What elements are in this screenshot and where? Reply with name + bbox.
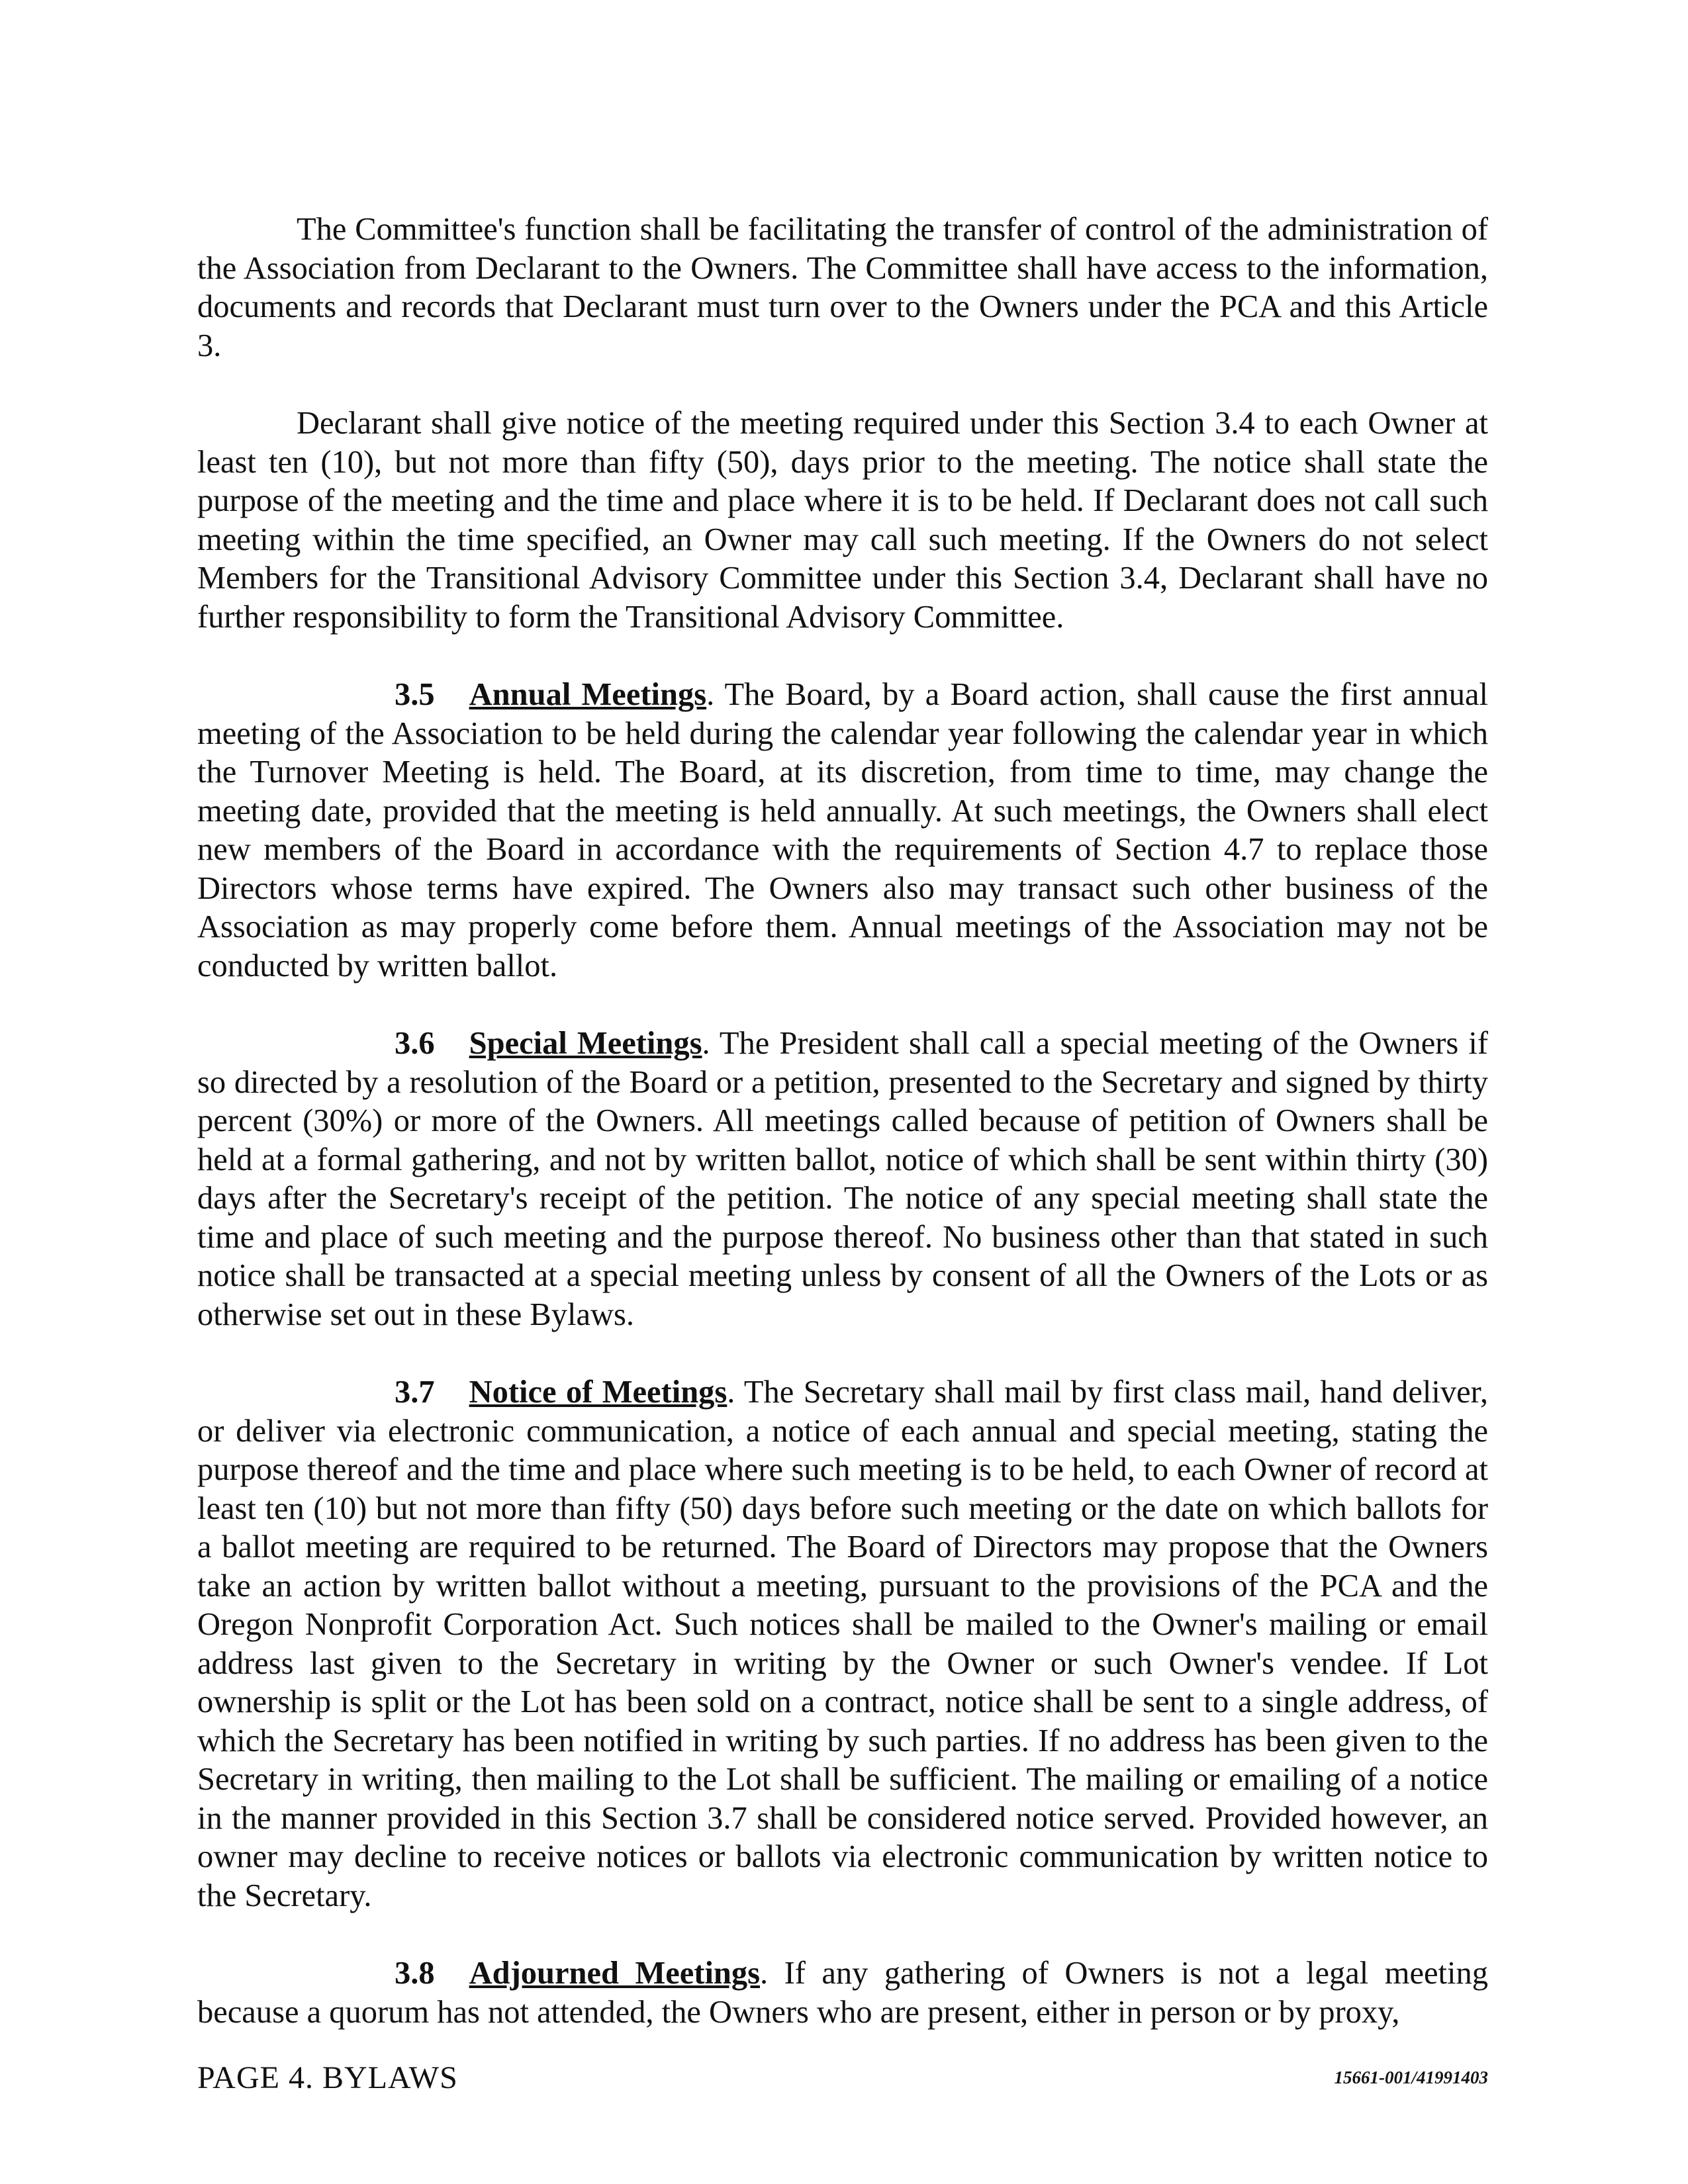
section-3-7 [197,1373,1488,1915]
footer-page-label: PAGE 4. BYLAWS [197,2060,458,2095]
section-number: 3.7 [395,1375,435,1410]
section-3-6 [197,1024,1488,1334]
section-3-8 [197,1954,1488,2032]
section-title: Adjourned Meetings [469,1956,761,1991]
section-title: Notice of Meetings [469,1375,727,1410]
paragraph-declarant-notice: Declarant shall give notice of the meeting required under this Section 3.4 to each Owner at least ten (10), but not more than fifty (50), days prior to the meeting. The notice shall state the purpose of the meeting and the time and place where it is to be held. If Declarant does not call such meeting within the time specified, an Owner may call such meeting. If the Owners do not select Members for the Transitional Advisory Committee under this Section 3.4, Declarant shall have no further responsibility to form the Transitional Advisory Committee. [197,406,1488,635]
section-title: Annual Meetings [469,677,707,712]
section-number: 3.6 [395,1026,435,1061]
section-text: . The Secretary shall mail by first class mail, hand deliver, or deliver via electronic communication, a notice of each annual and special meeting, stating the purpose thereof and the time and place where such meeting is to be held, to each Owner of record at least ten (10) but not more than fifty (50) days before such meeting or the date on which ballots for a ballot meeting are required to be returned. The Board of Directors may propose that the Owners take an action by written ballot without a meeting, pursuant to the provisions of the PCA and the Oregon Nonprofit Corporation Act. Such notices shall be mailed to the Owner's mailing or email address last given to the Secretary in writing by the Owner or such Owner's vendee. If Lot ownership is split or the Lot has been sold on a contract, notice shall be sent to a single address, of which the Secretary has been notified in writing by such parties. If no address has been given to the Secretary in writing, then mailing to the Lot shall be sufficient. The mailing or emailing of a notice in the manner provided in this Section 3.7 shall be considered notice served. Provided however, an owner may decline to receive notices or ballots via electronic communication by written notice to the Secretary. [197,1375,1488,1913]
section-text: . The Board, by a Board action, shall cause the first annual meeting of the Association to be held during the calendar year following the calendar year in which the Turnover Meeting is held. The Board, at its discretion, from time to time, may change the meeting date, provided that the meeting is held annually. At such meetings, the Owners shall elect new members of the Board in accordance with the requirements of Section 4.7 to replace those Directors whose terms have expired. The Owners also may transact such other business of the Association as may properly come before them. Annual meetings of the Association may not be conducted by written ballot. [197,677,1488,983]
section-title: Special Meetings [469,1026,702,1061]
section-text: . The President shall call a special meeting of the Owners if so directed by a resolution of the Board or a petition, presented to the Secretary and signed by thirty percent (30%) or more of the Owners. All meetings called because of petition of Owners shall be held at a formal gathering, and not by written ballot, notice of which shall be sent within thirty (30) days after the Secretary's receipt of the petition. The notice of any special meeting shall state the time and place of such meeting and the purpose thereof. No business other than that stated in such notice shall be transacted at a special meeting unless by consent of all the Owners of the Lots or as otherwise set out in these Bylaws. [197,1026,1488,1332]
section-number: 3.8 [395,1956,435,1991]
section-number: 3.5 [395,677,435,712]
document-body [197,210,1488,2071]
section-3-5 [197,676,1488,985]
footer-document-id: 15661-001/41991403 [1334,2068,1488,2087]
section-text: . If any gathering of Owners is not a legal meeting because a quorum has not attended, the Owners who are present, either in person or by proxy, [197,1956,1488,2030]
paragraph-committee-function: The Committee's function shall be facilitating the transfer of control of the administration of the Association from Declarant to the Owners. The Committee shall have access to the information, documents and records that Declarant must turn over to the Owners under the PCA and this Article 3. [197,212,1488,363]
